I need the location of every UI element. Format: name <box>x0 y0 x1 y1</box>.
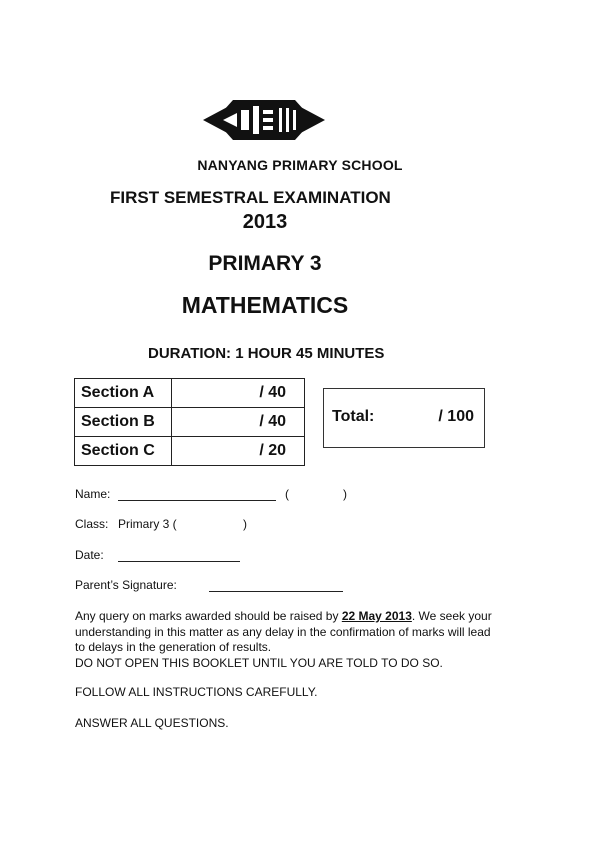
do-not-open-warning: DO NOT OPEN THIS BOOKLET UNTIL YOU ARE TOLD TO DO SO. <box>75 655 443 670</box>
signature-label: Parent’s Signature: <box>75 578 177 592</box>
table-row <box>75 408 305 437</box>
marks-query-notice <box>75 609 495 671</box>
class-value: Primary 3 ( <box>118 517 177 531</box>
table-row <box>75 379 305 408</box>
date-label: Date: <box>75 548 104 562</box>
section-score: / 40 <box>172 379 305 408</box>
school-crest-icon <box>203 96 325 144</box>
subject-title: MATHEMATICS <box>181 292 349 318</box>
section-scores-table <box>74 378 305 466</box>
level-title: PRIMARY 3 <box>208 252 322 275</box>
section-name: Section A <box>75 379 172 408</box>
section-name: Section B <box>75 408 172 437</box>
follow-instructions: FOLLOW ALL INSTRUCTIONS CAREFULLY. <box>75 685 318 699</box>
name-label: Name: <box>75 487 111 501</box>
total-value: / 100 <box>438 408 474 425</box>
duration: DURATION: 1 HOUR 45 MINUTES <box>148 345 385 362</box>
notice-text-2: . We seek your understanding in this matter as any delay in the confirmation of marks will lead to delays in the generation of results. <box>75 609 492 654</box>
section-name: Section C <box>75 437 172 466</box>
section-score: / 40 <box>172 408 305 437</box>
signature-field[interactable] <box>209 591 343 592</box>
table-row <box>75 437 305 466</box>
index-open-paren: ( <box>285 487 289 501</box>
school-name: NANYANG PRIMARY SCHOOL <box>197 157 403 173</box>
name-field[interactable] <box>118 500 276 501</box>
exam-title: FIRST SEMESTRAL EXAMINATION <box>110 188 391 207</box>
class-label: Class: <box>75 517 109 531</box>
date-field[interactable] <box>118 561 240 562</box>
deadline-date: 22 May 2013 <box>341 609 412 623</box>
class-close-paren: ) <box>243 517 247 531</box>
section-score: / 20 <box>172 437 305 466</box>
total-label: Total: <box>332 408 375 425</box>
notice-text-1: Any query on marks awarded should be raised by <box>75 609 342 623</box>
total-score-box <box>323 388 485 448</box>
answer-all-instruction: ANSWER ALL QUESTIONS. <box>75 716 229 730</box>
index-close-paren: ) <box>343 487 347 501</box>
exam-year: 2013 <box>242 211 288 233</box>
